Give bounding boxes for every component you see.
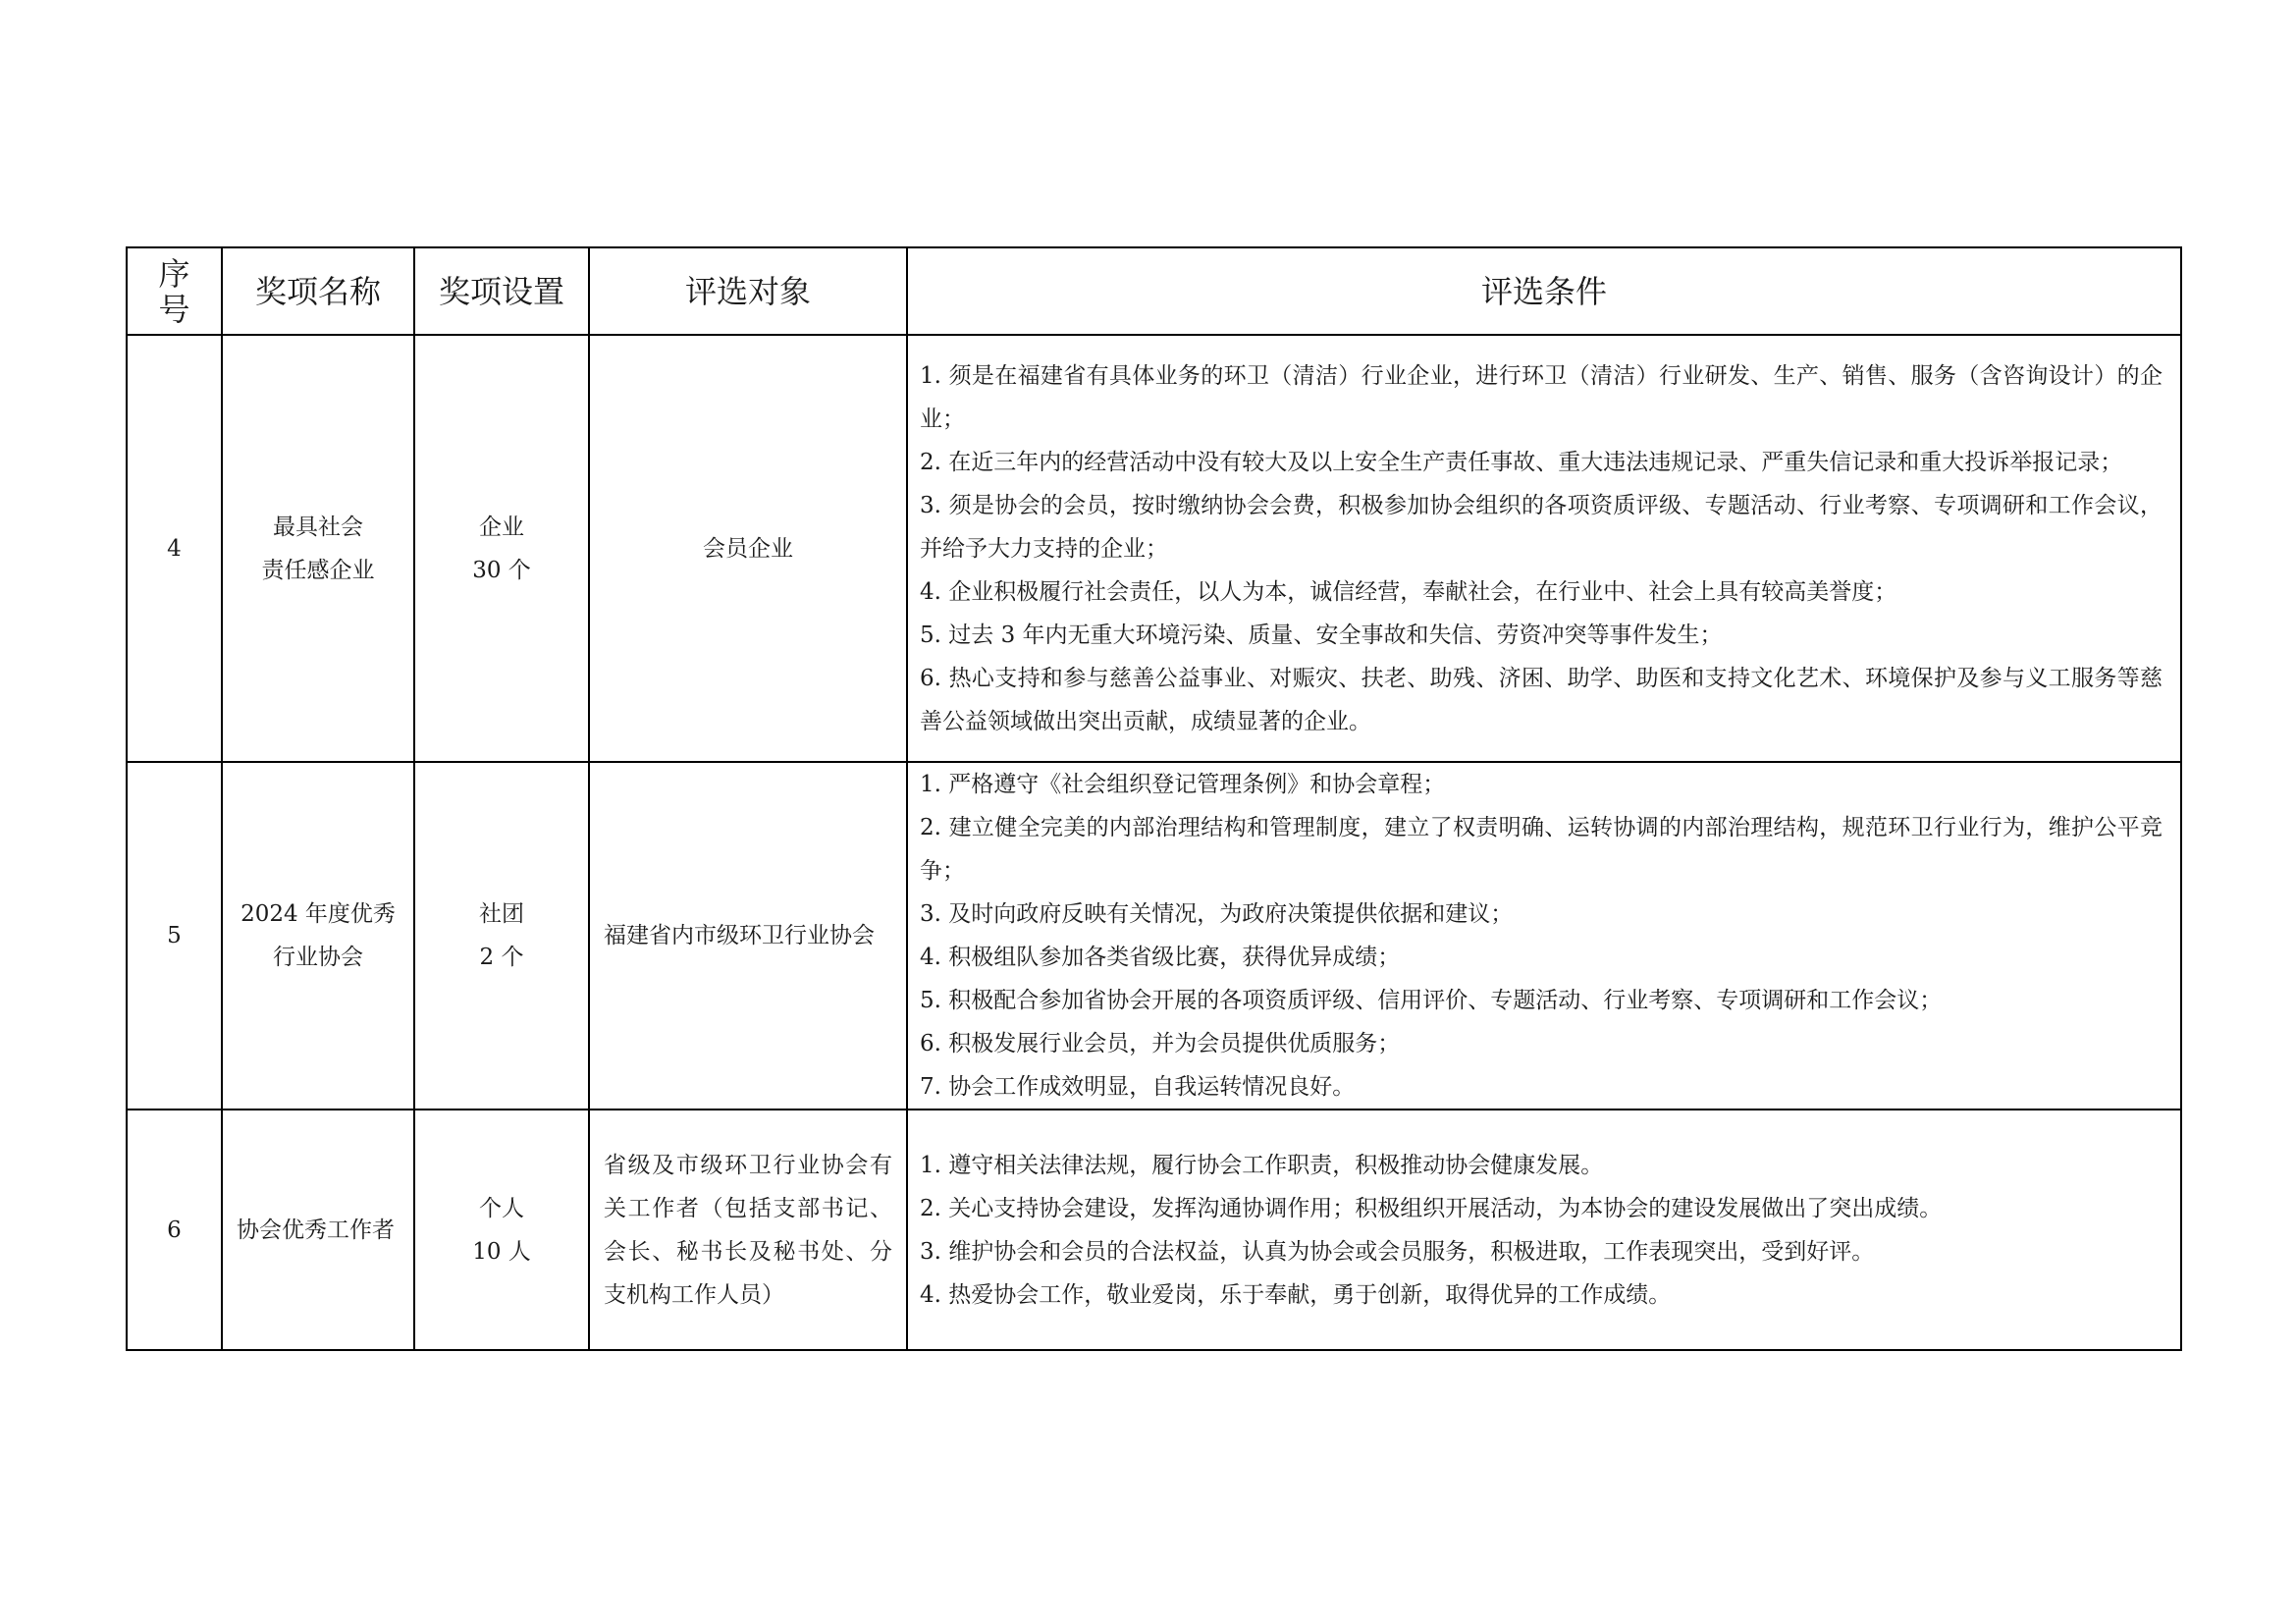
table-row	[127, 335, 2181, 762]
condition-item: 3. 及时向政府反映有关情况，为政府决策提供依据和建议；	[920, 901, 1514, 927]
row-conditions	[907, 335, 2181, 762]
condition-item: 4. 热爱协会工作，敬业爱岗，乐于奉献，勇于创新，取得优异的工作成绩。	[920, 1281, 1672, 1308]
row-conditions	[907, 1110, 2181, 1350]
award-name-line2: 行业协会	[273, 945, 363, 970]
awards-table	[126, 246, 2182, 1351]
award-setting-line1: 个人	[479, 1195, 524, 1221]
condition-item: 3. 须是协会的会员，按时缴纳协会会费，积极参加协会组织的各项资质评级、专题活动、行业考察、专项调研和工作会议，并给予大力支持的企业；	[920, 492, 2163, 562]
award-name-line1: 最具社会	[273, 514, 363, 540]
award-name-line1: 2024 年度优秀	[240, 901, 396, 927]
award-setting-line2: 2 个	[479, 945, 524, 970]
award-setting-line1: 企业	[479, 514, 524, 540]
row-seq: 4	[127, 335, 222, 762]
condition-item: 6. 积极发展行业会员，并为会员提供优质服务；	[920, 1031, 1401, 1056]
condition-item: 1. 须是在福建省有具体业务的环卫（清洁）行业企业，进行环卫（清洁）行业研发、生产、销售、服务（含咨询设计）的企业；	[920, 362, 2163, 432]
condition-item: 4. 企业积极履行社会责任，以人为本，诚信经营，奉献社会，在行业中、社会上具有较高美誉度；	[920, 578, 1897, 605]
row-award-name: 协会优秀工作者	[222, 1110, 414, 1350]
row-target: 福建省内市级环卫行业协会	[589, 762, 907, 1110]
award-setting-line1: 社团	[479, 901, 524, 927]
header-row	[127, 247, 2181, 335]
condition-item: 4. 积极组队参加各类省级比赛，获得优异成绩；	[920, 945, 1401, 970]
row-seq: 6	[127, 1110, 222, 1350]
row-award-name	[222, 762, 414, 1110]
table-row	[127, 1110, 2181, 1350]
row-award-setting	[414, 1110, 589, 1350]
row-target: 会员企业	[589, 335, 907, 762]
table-row	[127, 762, 2181, 1110]
condition-item: 5. 积极配合参加省协会开展的各项资质评级、信用评价、专题活动、行业考察、专项调研和工作会议；	[920, 988, 1943, 1013]
condition-item: 7. 协会工作成效明显，自我运转情况良好。	[920, 1074, 1356, 1100]
header-award-name: 奖项名称	[222, 247, 414, 335]
row-seq: 5	[127, 762, 222, 1110]
award-setting-line2: 10 人	[472, 1238, 531, 1265]
row-award-setting	[414, 335, 589, 762]
header-seq	[127, 247, 222, 335]
condition-item: 1. 严格遵守《社会组织登记管理条例》和协会章程；	[920, 772, 1446, 797]
header-seq-line1: 序	[158, 254, 190, 293]
header-award-setting: 奖项设置	[414, 247, 589, 335]
row-award-name	[222, 335, 414, 762]
condition-item: 1. 遵守相关法律法规，履行协会工作职责，积极推动协会健康发展。	[920, 1152, 1604, 1178]
header-target: 评选对象	[589, 247, 907, 335]
row-award-setting	[414, 762, 589, 1110]
condition-item: 3. 维护协会和会员的合法权益，认真为协会或会员服务，积极进取，工作表现突出，受到好评。	[920, 1238, 1875, 1265]
award-name-line2: 责任感企业	[261, 557, 375, 583]
condition-item: 2. 在近三年内的经营活动中没有较大及以上安全生产责任事故、重大违法违规记录、严重失信记录和重大投诉举报记录；	[920, 449, 2123, 475]
header-conditions: 评选条件	[907, 247, 2181, 335]
header-seq-line2: 号	[158, 290, 190, 328]
condition-item: 6. 热心支持和参与慈善公益事业、对赈灾、扶老、助残、济困、助学、助医和支持文化艺术、环境保护及参与义工服务等慈善公益领域做出突出贡献，成绩显著的企业。	[920, 665, 2163, 734]
award-setting-line2: 30 个	[472, 557, 531, 583]
condition-item: 2. 关心支持协会建设，发挥沟通协调作用；积极组织开展活动，为本协会的建设发展做出了突出成绩。	[920, 1195, 1943, 1221]
condition-item: 5. 过去 3 年内无重大环境污染、质量、安全事故和失信、劳资冲突等事件发生；	[920, 622, 1723, 648]
condition-item: 2. 建立健全完美的内部治理结构和管理制度，建立了权责明确、运转协调的内部治理结构，规范环卫行业行为，维护公平竞争；	[920, 815, 2163, 884]
row-target: 省级及市级环卫行业协会有关工作者（包括支部书记、会长、秘书长及秘书处、分支机构工作人员）	[589, 1110, 907, 1350]
row-conditions	[907, 762, 2181, 1110]
